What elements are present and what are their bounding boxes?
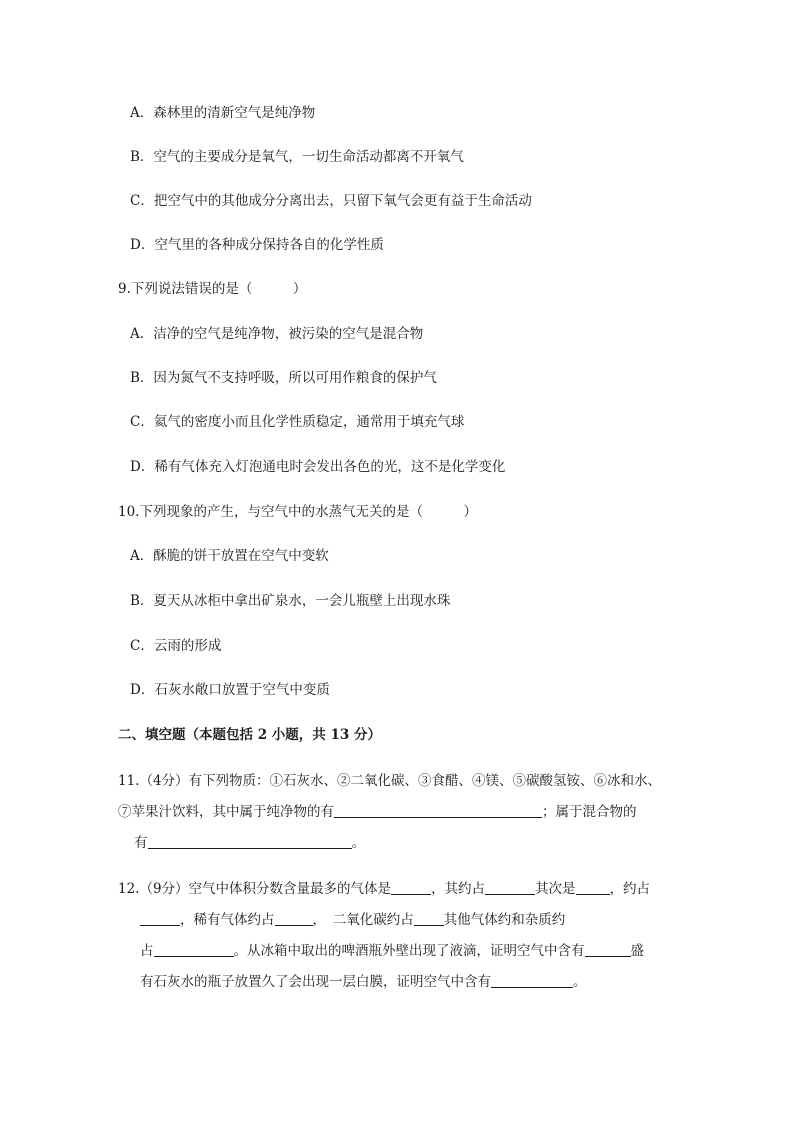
- answer-blank[interactable]: [154, 942, 234, 957]
- q12-text: 。从冰箱中取出的啤酒瓶外壁出现了液滴，证明空气中含有: [233, 943, 585, 959]
- q12-line-2: [140, 911, 565, 929]
- q12-text: 12.（9分）空气中体积分数含量最多的气体是: [118, 881, 392, 897]
- q10-option-d: D．石灰水敞口放置于空气中变质: [130, 682, 330, 698]
- q10-option-a: A．酥脆的饼干放置在空气中变软: [130, 548, 329, 564]
- q8-option-d: D．空气里的各种成分保持各自的化学性质: [130, 237, 384, 253]
- q12-text: 占: [140, 943, 154, 959]
- q12-text: 有石灰水的瓶子放置久了会出现一层白膜，证明空气中含有: [140, 974, 491, 990]
- answer-blank[interactable]: [140, 911, 180, 926]
- answer-blank[interactable]: [391, 880, 431, 895]
- q11-line-2: [118, 803, 637, 821]
- q12-text: ，稀有气体约占: [180, 912, 275, 928]
- q9-option-a: A．洁净的空气是纯净物，被污染的空气是混合物: [130, 326, 424, 342]
- answer-blank[interactable]: [414, 911, 444, 926]
- q8-option-c: C．把空气中的其他成分分离出去，只留下氧气会更有益于生命活动: [130, 193, 532, 209]
- answer-blank[interactable]: [334, 803, 542, 818]
- answer-blank[interactable]: [275, 911, 313, 926]
- q12-line-3: [140, 942, 644, 960]
- q11-text: ；属于混合物的: [542, 804, 637, 820]
- q11-line-1: 11.（4分）有下列物质：①石灰水、②二氧化碳、③食醋、④镁、⑤碳酸氢铵、⑥冰和水、: [118, 773, 662, 789]
- q9-option-d: D．稀有气体充入灯泡通电时会发出各色的光，这不是化学变化: [130, 459, 506, 475]
- answer-blank[interactable]: [576, 880, 610, 895]
- q9-option-b: B．因为氮气不支持呼吸，所以可用作粮食的保护气: [130, 370, 437, 386]
- q12-text: ， 二氧化碳约占: [312, 912, 414, 928]
- q10-stem: 10.下列现象的产生，与空气中的水蒸气无关的是（ ）: [118, 504, 477, 520]
- q10-option-b: B．夏天从冰柜中拿出矿泉水，一会儿瓶壁上出现水珠: [130, 593, 451, 609]
- q9-option-c: C．氦气的密度小而且化学性质稳定，通常用于填充气球: [130, 414, 465, 430]
- q8-option-b: B．空气的主要成分是氧气，一切生命活动都离不开氧气: [130, 149, 464, 165]
- q11-text: 有: [134, 835, 148, 851]
- answer-blank[interactable]: [491, 973, 573, 988]
- q11-text: ⑦苹果汁饮料，其中属于纯净物的有: [118, 804, 334, 820]
- q11-text: 。: [351, 835, 365, 851]
- q12-line-1: [118, 880, 650, 898]
- q12-text: ，其约占: [431, 881, 486, 897]
- q12-text: 其次是: [535, 881, 576, 897]
- q12-line-4: [140, 973, 587, 991]
- q12-text: 其他气体约和杂质约: [443, 912, 566, 928]
- q11-line-3: [134, 834, 365, 852]
- q8-option-a: A．森林里的清新空气是纯净物: [130, 105, 316, 121]
- answer-blank[interactable]: [148, 834, 352, 849]
- section-title: 二、填空题（本题包括 2 小题，共 13 分）: [118, 727, 381, 743]
- q12-text: 。: [573, 974, 587, 990]
- q12-text: 盛: [630, 943, 644, 959]
- q9-stem: 9.下列说法错误的是（ ）: [118, 281, 307, 297]
- answer-blank[interactable]: [585, 942, 631, 957]
- q12-text: ，约占: [609, 881, 651, 897]
- q10-option-c: C．云雨的形成: [130, 638, 222, 654]
- answer-blank[interactable]: [485, 880, 535, 895]
